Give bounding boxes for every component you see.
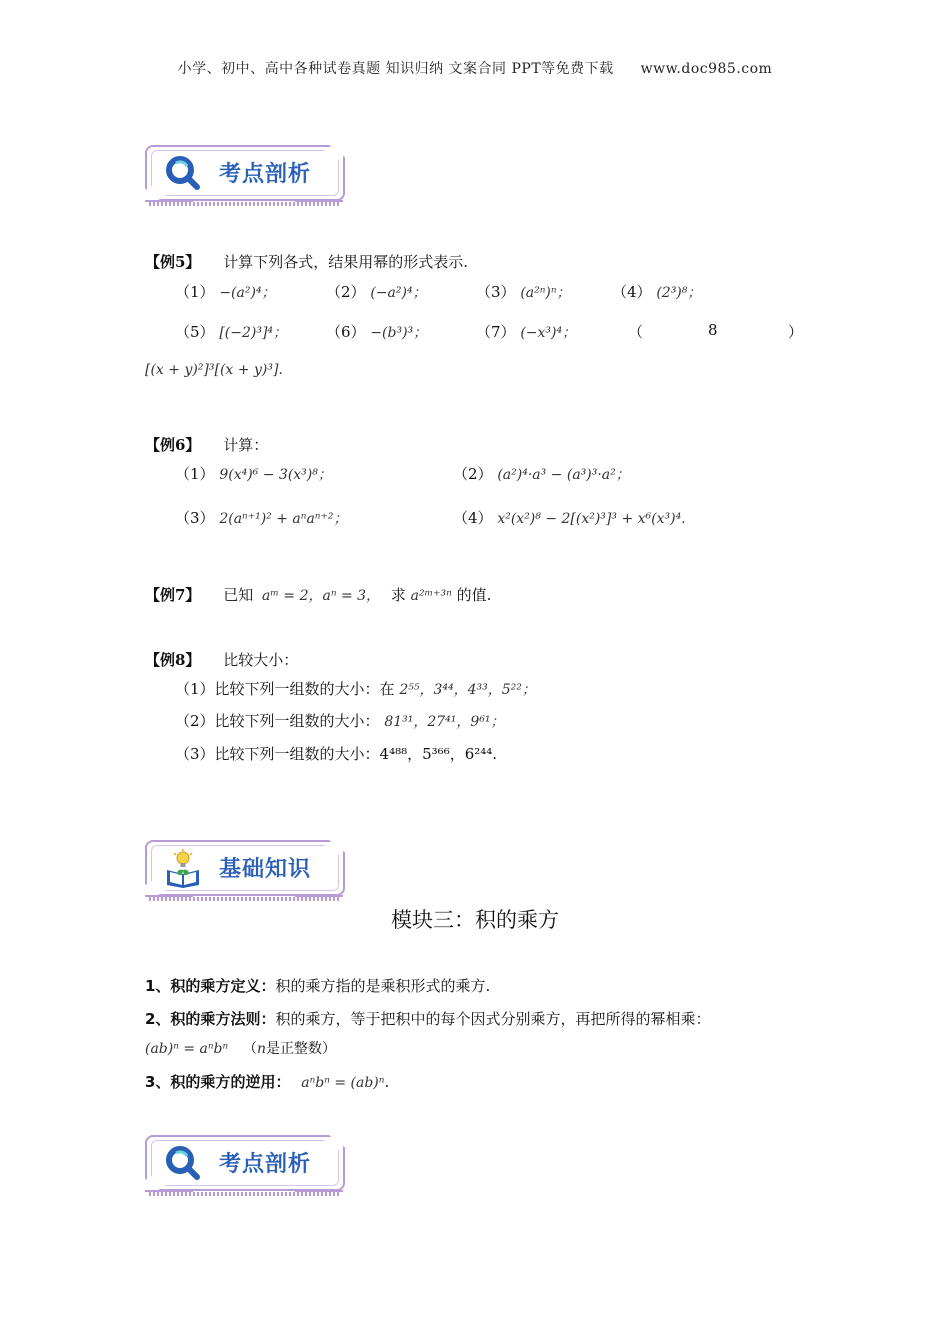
item-math: 2(aⁿ⁺¹)² + aⁿaⁿ⁺²； bbox=[219, 511, 348, 527]
item-math: 81³¹，27⁴¹，9⁶¹； bbox=[384, 714, 505, 730]
formula-note-open: （ bbox=[242, 1041, 257, 1057]
example-tag: 【例8】 bbox=[145, 651, 201, 669]
item-math: −(a²)⁴； bbox=[219, 285, 276, 301]
ex5-item-8-number: 8 bbox=[708, 321, 718, 339]
item-label: （3） bbox=[175, 509, 215, 527]
example-text: 求 bbox=[390, 586, 406, 604]
definition-body: 积的乘方指的是乘积形式的乘方. bbox=[275, 977, 491, 995]
banner-title: 考点剖析 bbox=[219, 1152, 312, 1177]
kaodian-banner-2 bbox=[145, 1135, 345, 1197]
item-label: （4） bbox=[453, 509, 493, 527]
example-text: 已知 bbox=[223, 586, 254, 604]
banner-title: 基础知识 bbox=[219, 857, 312, 882]
jichu-banner bbox=[145, 840, 345, 902]
banner-underline bbox=[295, 895, 343, 897]
ex5-item-3 bbox=[476, 281, 571, 302]
item-math: 9(x⁴)⁶ − 3(x³)⁸； bbox=[219, 467, 332, 483]
item-label: （1） bbox=[175, 465, 215, 483]
item-label: （1） bbox=[175, 283, 215, 301]
definition-2 bbox=[145, 1008, 710, 1029]
item-label: （2） bbox=[326, 283, 366, 301]
banner-stripe bbox=[149, 897, 341, 901]
formula: (ab)ⁿ = aⁿbⁿ bbox=[145, 1041, 229, 1057]
definition-1 bbox=[145, 975, 490, 996]
item-label: （7） bbox=[476, 323, 516, 341]
item-label: （4） bbox=[612, 283, 652, 301]
header-text: 小学、初中、高中各种试卷真题 知识归纳 文案合同 PPT等免费下载 bbox=[177, 61, 614, 77]
ex5-item-8-open: （ bbox=[628, 323, 644, 341]
item-label: （2） bbox=[453, 465, 493, 483]
ex6-item-3 bbox=[175, 507, 347, 528]
ex8-item-2 bbox=[175, 710, 505, 731]
banner-underline bbox=[295, 200, 343, 202]
formula: aⁿbⁿ = (ab)ⁿ bbox=[301, 1075, 385, 1091]
definition-head: 1、积的乘方定义： bbox=[145, 977, 276, 995]
ex6-item-1 bbox=[175, 463, 332, 484]
item-math: (a²ⁿ)ⁿ； bbox=[520, 285, 571, 301]
example-tag: 【例5】 bbox=[145, 253, 201, 271]
example-tag: 【例7】 bbox=[145, 586, 201, 604]
definition-head: 3、积的乘方的逆用： bbox=[145, 1073, 291, 1091]
item-math: (−a²)⁴； bbox=[370, 285, 427, 301]
example-math: a²ᵐ⁺³ⁿ bbox=[410, 588, 452, 604]
item-text: （2）比较下列一组数的大小： bbox=[175, 712, 380, 730]
example-text: 的值. bbox=[456, 586, 492, 604]
banner-underline bbox=[295, 1190, 343, 1192]
example-8-title bbox=[145, 649, 298, 670]
item-label: （5） bbox=[175, 323, 215, 341]
banner-stripe bbox=[149, 202, 341, 206]
ex5-item-4 bbox=[612, 281, 701, 302]
definition-3 bbox=[145, 1071, 389, 1092]
kaodian-banner bbox=[145, 145, 345, 207]
ex5-item-7 bbox=[476, 321, 576, 342]
formula-note-var: n bbox=[256, 1041, 267, 1057]
module-title: 模块三：积的乘方 bbox=[391, 908, 559, 932]
ex6-item-4 bbox=[453, 507, 686, 528]
formula-note: 是正整数） bbox=[266, 1041, 337, 1057]
example-7 bbox=[145, 584, 491, 605]
example-math: aᵐ = 2，aⁿ = 3， bbox=[262, 588, 381, 604]
magnifier-icon bbox=[163, 153, 203, 193]
ex8-item-3: （3）比较下列一组数的大小：4⁴⁸⁸，5³⁶⁶，6²⁴⁴. bbox=[175, 745, 498, 763]
item-text: （1）比较下列一组数的大小：在 bbox=[175, 680, 395, 698]
item-math: (−x³)⁴； bbox=[520, 325, 577, 341]
item-label: （3） bbox=[476, 283, 516, 301]
magnifier-icon bbox=[163, 1143, 203, 1183]
example-6-title bbox=[145, 434, 268, 455]
ex5-item-8-math: [(x + y)²]³[(x + y)³]. bbox=[145, 362, 283, 378]
ex5-item-1 bbox=[175, 281, 276, 302]
item-math: (a²)⁴·a³ − (a³)³·a²； bbox=[497, 467, 630, 483]
ex5-item-6 bbox=[326, 321, 427, 342]
item-math: 2⁵⁵，3⁴⁴，4³³，5²²； bbox=[399, 682, 536, 698]
ex5-item-2 bbox=[326, 281, 427, 302]
item-math: [(−2)³]⁴； bbox=[219, 325, 288, 341]
definition-2-formula bbox=[145, 1038, 336, 1058]
ex8-item-1 bbox=[175, 678, 536, 699]
page-header bbox=[0, 58, 950, 78]
example-5-title bbox=[145, 251, 468, 272]
item-math: (2³)⁸； bbox=[656, 285, 702, 301]
ex6-item-2 bbox=[453, 463, 630, 484]
example-tag: 【例6】 bbox=[145, 436, 201, 454]
example-prompt: 比较大小： bbox=[223, 651, 299, 669]
header-url[interactable]: www.doc985.com bbox=[640, 61, 773, 77]
item-label: （6） bbox=[326, 323, 366, 341]
banner-stripe bbox=[149, 1192, 341, 1196]
item-math: −(b³)³； bbox=[370, 325, 428, 341]
item-math: x²(x²)⁸ − 2[(x²)³]³ + x⁶(x³)⁴. bbox=[497, 511, 686, 527]
ex5-item-8-close: ） bbox=[788, 323, 804, 341]
example-prompt: 计算： bbox=[223, 436, 269, 454]
example-prompt: 计算下列各式，结果用幂的形式表示. bbox=[223, 253, 468, 271]
definition-head: 2、积的乘方法则： bbox=[145, 1010, 276, 1028]
formula-end: . bbox=[384, 1073, 390, 1091]
definition-body: 积的乘方，等于把积中的每个因式分别乘方，再把所得的幂相乘： bbox=[275, 1010, 711, 1028]
ex5-item-5 bbox=[175, 321, 287, 342]
book-bulb-icon bbox=[163, 848, 203, 888]
banner-title: 考点剖析 bbox=[219, 162, 312, 187]
